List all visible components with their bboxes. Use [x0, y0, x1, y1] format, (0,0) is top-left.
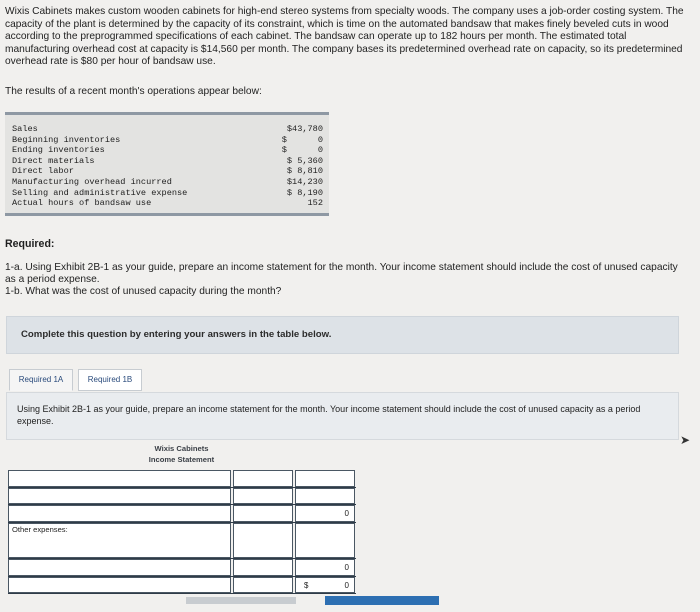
tab-required-1b[interactable]: Required 1B	[78, 369, 142, 391]
amount-input[interactable]	[233, 559, 293, 576]
table-row	[8, 523, 356, 559]
amount-input[interactable]	[233, 505, 293, 522]
total-input[interactable]	[295, 488, 355, 505]
label-input[interactable]	[8, 470, 231, 487]
statement-title: Income Statement	[148, 455, 215, 464]
dollar-sign: $	[304, 580, 309, 590]
table-row	[8, 559, 356, 577]
company-name: Wixis Cabinets	[154, 444, 209, 453]
total-input[interactable]	[295, 470, 355, 487]
results-lead: The results of a recent month's operations appear below:	[5, 86, 262, 97]
table-row: Beginning inventories $ 0	[12, 134, 323, 145]
amount-input[interactable]	[233, 470, 293, 487]
income-statement-grid	[8, 470, 356, 594]
required-questions	[5, 262, 690, 298]
table-row	[8, 577, 356, 595]
label-input[interactable]	[8, 523, 231, 558]
label-input[interactable]	[8, 559, 231, 576]
table-row: Selling and administrative expense $ 8,190	[12, 187, 323, 198]
total-input[interactable]	[295, 523, 355, 558]
panel-instructions: Using Exhibit 2B-1 as your guide, prepare an income statement for the month. Your income statement should include the cost of unused capacity as a period expense.	[17, 404, 641, 426]
table-row: Manufacturing overhead incurred $14,230	[12, 176, 323, 187]
label-input[interactable]	[8, 505, 231, 522]
question-panel	[6, 392, 679, 440]
total-value: 0	[344, 563, 349, 573]
results-table	[5, 112, 329, 216]
table-row	[8, 505, 356, 523]
label-input[interactable]	[8, 577, 231, 594]
amount-input[interactable]	[233, 577, 293, 594]
prev-button[interactable]	[186, 597, 296, 604]
tab-required-1a[interactable]: Required 1A	[9, 369, 73, 391]
total-input[interactable]	[295, 577, 355, 594]
cursor-icon: ➤	[680, 433, 691, 447]
other-expenses-label: Other expenses:	[12, 525, 68, 535]
amount-input[interactable]	[233, 523, 293, 558]
table-row: Ending inventories $ 0	[12, 145, 323, 156]
label-input[interactable]	[8, 488, 231, 505]
total-input[interactable]	[295, 559, 355, 576]
table-row	[8, 470, 356, 488]
table-row: Direct labor $ 8,810	[12, 166, 323, 177]
problem-intro: Wixis Cabinets makes custom wooden cabinets for high-end stereo systems from specialty woods. The company uses a job-order costing system. The capacity of the plant is determined by the capacity of its constraint, which is time on the automated bandsaw that makes finely beveled cuts in wood according to the preprogrammed specifications of each cabinet. The bandsaw can operate up to 182 hours per month. The estimated total manufacturing overhead cost at capacity is $14,560 per month. The company bases its predetermined overhead rate on capacity, so its predetermined overhead rate is $80 per hour of bandsaw use.	[5, 6, 684, 68]
total-input[interactable]	[295, 505, 355, 522]
instruction-banner	[6, 316, 679, 354]
table-row: Sales $43,780	[12, 124, 323, 134]
table-row: Actual hours of bandsaw use 152	[12, 198, 323, 209]
table-row: Direct materials $ 5,360	[12, 155, 323, 166]
total-value: 0	[344, 509, 349, 519]
table-row	[8, 488, 356, 506]
question-1a: 1-a. Using Exhibit 2B-1 as your guide, prepare an income statement for the month. Your income statement should include the cost of unused capacity as a period expense.	[5, 262, 678, 285]
question-1b: 1-b. What was the cost of unused capacity during the month?	[5, 286, 282, 297]
total-value: 0	[344, 580, 349, 590]
statement-header	[8, 440, 355, 470]
required-heading: Required:	[5, 238, 55, 250]
banner-text: Complete this question by entering your answers in the table below.	[21, 329, 332, 340]
amount-input[interactable]	[233, 488, 293, 505]
next-button[interactable]	[325, 596, 439, 605]
